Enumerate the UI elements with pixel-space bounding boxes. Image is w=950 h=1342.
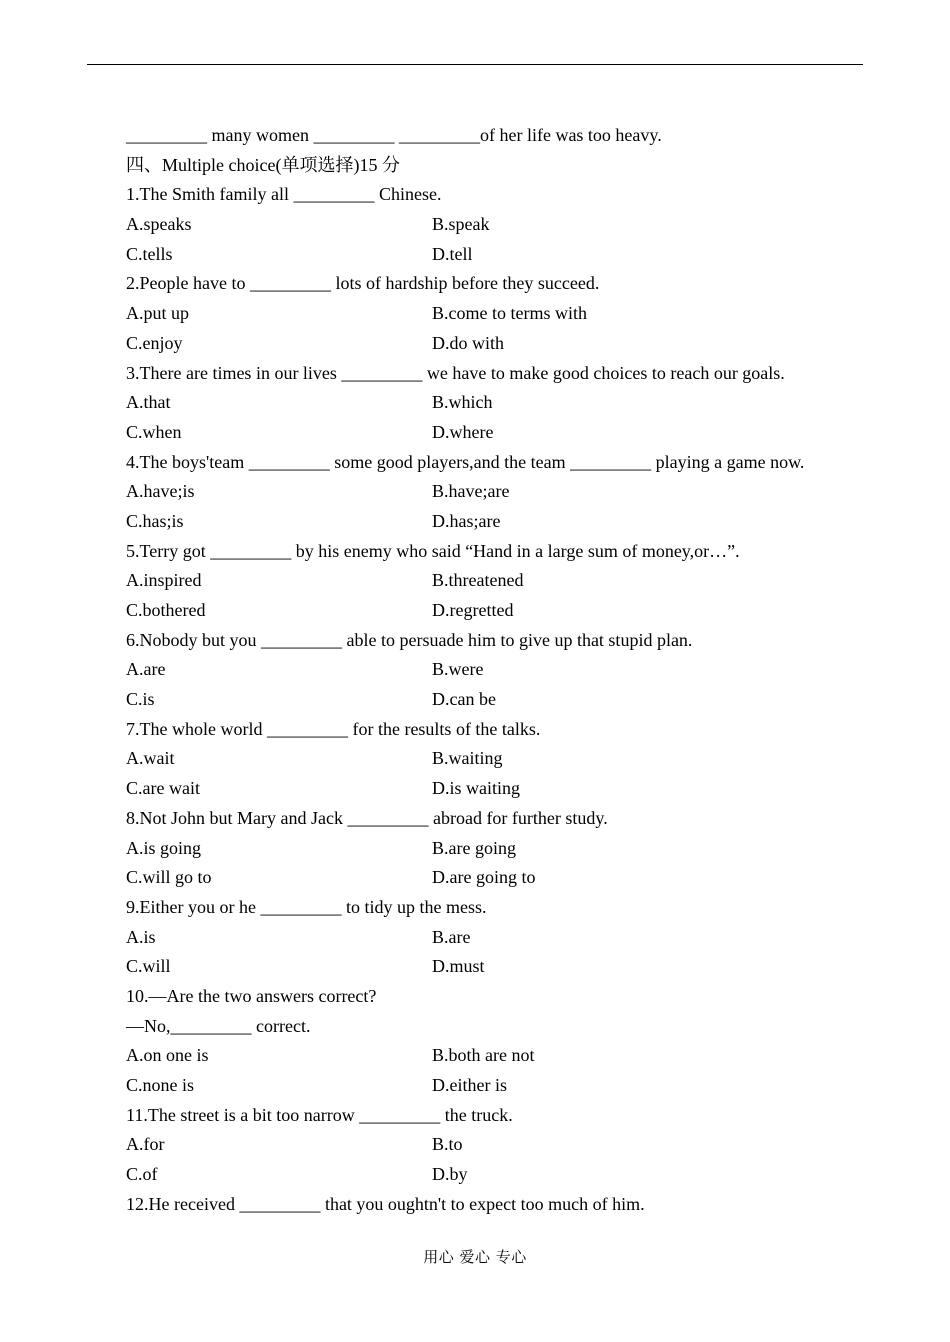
option-b: B.have;are	[432, 481, 510, 502]
question-11-options-ab	[126, 1130, 866, 1160]
question-7-options-ab	[126, 744, 866, 774]
question-7-options-cd	[126, 774, 866, 804]
option-a: A.inspired	[126, 570, 202, 591]
question-9-stem: 9.Either you or he _________ to tidy up the mess.	[126, 896, 487, 917]
option-c: C.will go to	[126, 867, 212, 888]
option-a: A.put up	[126, 303, 189, 324]
option-d: D.regretted	[432, 600, 514, 620]
question-2-options-cd	[126, 329, 866, 359]
option-b: B.to	[432, 1134, 463, 1155]
question-5-stem: 5.Terry got _________ by his enemy who said “Hand in a large sum of money,or…”.	[126, 540, 740, 561]
option-a: A.speaks	[126, 214, 192, 235]
option-d: D.are going to	[432, 867, 536, 888]
question-4-stem: 4.The boys'team _________ some good players,and the team _________ playing a game now.	[126, 451, 805, 472]
question-6-options-ab	[126, 655, 866, 685]
option-c: C.bothered	[126, 600, 206, 620]
question-6-stem: 6.Nobody but you _________ able to persuade him to give up that stupid plan.	[126, 629, 693, 650]
question-4-options-cd	[126, 507, 866, 537]
question-8-stem: 8.Not John but Mary and Jack _________ abroad for further study.	[126, 807, 608, 828]
option-c: C.has;is	[126, 510, 184, 531]
option-d: D.can be	[432, 689, 496, 710]
option-a: A.is	[126, 926, 156, 947]
option-a: A.have;is	[126, 481, 195, 502]
question-11-options-cd	[126, 1160, 866, 1190]
question-11-stem: 11.The street is a bit too narrow _________ the truck.	[126, 1104, 513, 1125]
option-d: D.either is	[432, 1075, 507, 1095]
option-d: D.by	[432, 1164, 468, 1185]
option-d: D.has;are	[432, 510, 501, 531]
page-content	[126, 121, 866, 1219]
option-a: A.is going	[126, 837, 202, 858]
option-a: A.for	[126, 1134, 165, 1155]
option-b: B.speak	[432, 214, 490, 235]
question-6-options-cd	[126, 685, 866, 715]
question-10-stem: 10.—Are the two answers correct?	[126, 985, 377, 1006]
option-c: C.of	[126, 1164, 158, 1185]
option-c: C.will	[126, 956, 171, 977]
question-3-options-cd	[126, 418, 866, 448]
section-heading: 四、Multiple choice(单项选择)15 分	[126, 154, 400, 175]
question-4-options-ab	[126, 477, 866, 507]
question-2-stem: 2.People have to _________ lots of hardship before they succeed.	[126, 273, 600, 294]
question-3-stem: 3.There are times in our lives _________ we have to make good choices to reach our goals.	[126, 362, 785, 383]
question-1-options-cd	[126, 240, 866, 270]
option-b: B.which	[432, 392, 493, 413]
question-8-options-cd	[126, 863, 866, 893]
option-a: A.wait	[126, 748, 175, 769]
intro-line: _________ many women _________ _________of her life was too heavy.	[126, 125, 662, 145]
option-a: A.on one is	[126, 1045, 209, 1066]
option-c: C.are wait	[126, 778, 200, 799]
question-9-options-cd	[126, 952, 866, 982]
question-3-options-ab	[126, 388, 866, 418]
option-b: B.are going	[432, 837, 516, 858]
option-b: B.both are not	[432, 1045, 535, 1066]
question-1-stem: 1.The Smith family all _________ Chinese.	[126, 184, 442, 205]
option-b: B.are	[432, 926, 471, 947]
question-12-stem: 12.He received _________ that you oughtn't to expect too much of him.	[126, 1193, 645, 1214]
question-8-options-ab	[126, 834, 866, 864]
question-2-options-ab	[126, 299, 866, 329]
header-rule	[87, 64, 863, 65]
option-a: A.are	[126, 659, 166, 680]
option-c: C.is	[126, 689, 155, 710]
question-1-options-ab	[126, 210, 866, 240]
option-a: A.that	[126, 392, 171, 413]
option-d: D.where	[432, 421, 494, 442]
option-d: D.tell	[432, 243, 473, 264]
question-7-stem: 7.The whole world _________ for the results of the talks.	[126, 718, 541, 739]
option-c: C.tells	[126, 243, 173, 264]
question-9-options-ab	[126, 923, 866, 953]
question-10-options-cd	[126, 1071, 866, 1101]
option-b: B.threatened	[432, 570, 524, 591]
question-5-options-ab	[126, 566, 866, 596]
option-d: D.do with	[432, 332, 504, 353]
question-5-options-cd	[126, 596, 866, 626]
option-b: B.were	[432, 659, 484, 680]
option-d: D.is waiting	[432, 778, 520, 799]
option-b: B.come to terms with	[432, 303, 587, 324]
question-10-stem-reply: —No,_________ correct.	[126, 1015, 311, 1036]
option-c: C.when	[126, 421, 182, 442]
question-10-options-ab	[126, 1041, 866, 1071]
option-b: B.waiting	[432, 748, 503, 769]
page-footer: 用心 爱心 专心	[423, 1248, 527, 1266]
option-c: C.enjoy	[126, 332, 183, 353]
option-d: D.must	[432, 956, 485, 977]
option-c: C.none is	[126, 1075, 195, 1095]
